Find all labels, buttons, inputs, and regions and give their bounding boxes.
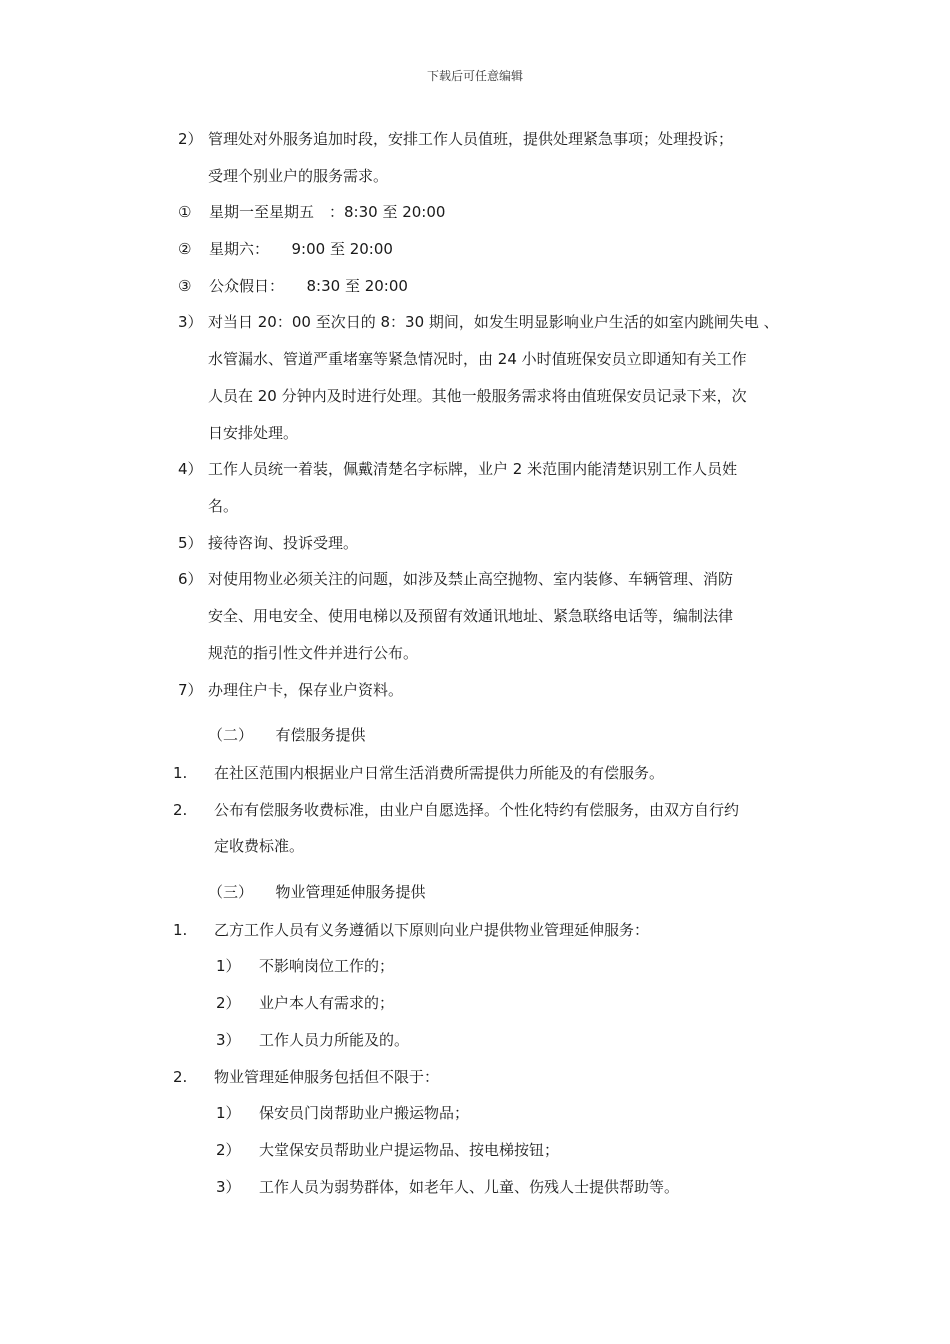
section-3-item-1-sub-2-number: 2） bbox=[216, 994, 241, 1012]
section-3-item-1-number: 1. bbox=[173, 921, 188, 939]
item-6-number: 6） bbox=[178, 570, 203, 588]
item-3-line-1: 对当日 20：00 至次日的 8：30 期间，如发生明显影响业户生活的如室内跳闸失电 、 bbox=[208, 313, 779, 331]
item-2-number: 2） bbox=[178, 130, 203, 148]
section-3-item-1-sub-3-text: 工作人员力所能及的。 bbox=[259, 1031, 410, 1049]
section-3-item-2-sub-2-text: 大堂保安员帮助业户提运物品、按电梯按钮； bbox=[259, 1141, 560, 1159]
section-2-item-1-number: 1. bbox=[173, 764, 188, 782]
section-3-item-2-sub-3-number: 3） bbox=[216, 1178, 241, 1196]
section-3-item-2-sub-2-number: 2） bbox=[216, 1141, 241, 1159]
item-6-line-2: 安全、用电安全、使用电梯以及预留有效通讯地址、紧急联络电话等，编制法律 bbox=[208, 607, 734, 625]
item-5-number: 5） bbox=[178, 534, 203, 552]
item-7-text: 办理住户卡，保存业户资料。 bbox=[208, 681, 404, 699]
item-3-line-2: 水管漏水、管道严重堵塞等紧急情况时，由 24 小时值班保安员立即通知有关工作 bbox=[208, 350, 747, 368]
section-2-item-2-line-2: 定收费标准。 bbox=[214, 837, 305, 855]
section-3-item-2-sub-1-number: 1） bbox=[216, 1104, 241, 1122]
section-2-heading: （二） 有偿服务提供 bbox=[208, 726, 366, 744]
section-3-item-1-text: 乙方工作人员有义务遵循以下原则向业户提供物业管理延伸服务： bbox=[214, 921, 650, 939]
item-3-line-4: 日安排处理。 bbox=[208, 424, 299, 442]
item-2-line-2: 受理个别业户的服务需求。 bbox=[208, 167, 389, 185]
item-4-line-1: 工作人员统一着装，佩戴清楚名字标牌，业户 2 米范围内能清楚识别工作人员姓 bbox=[208, 460, 738, 478]
section-3-item-2-sub-1-text: 保安员门岗帮助业户搬运物品； bbox=[259, 1104, 470, 1122]
item-5-text: 接待咨询、投诉受理。 bbox=[208, 534, 359, 552]
hours-3-text: 公众假日： 8:30 至 20:00 bbox=[209, 277, 408, 295]
section-3-item-2-text: 物业管理延伸服务包括但不限于： bbox=[214, 1068, 440, 1086]
section-2-item-1-line-1: 在社区范围内根据业户日常生活消费所需提供力所能及的有偿服务。 bbox=[214, 764, 665, 782]
hours-2-text: 星期六： 9:00 至 20:00 bbox=[209, 240, 393, 258]
section-2-item-2-number: 2. bbox=[173, 801, 188, 819]
hours-3-number: ③ bbox=[178, 277, 192, 295]
section-3-item-1-sub-2-text: 业户本人有需求的； bbox=[259, 994, 395, 1012]
item-6-line-3: 规范的指引性文件并进行公布。 bbox=[208, 644, 419, 662]
header-note: 下载后可任意编辑 bbox=[426, 69, 523, 83]
section-3-heading: （三） 物业管理延伸服务提供 bbox=[208, 883, 426, 901]
section-3-item-2-sub-3-text: 工作人员为弱势群体，如老年人、儿童、伤残人士提供帮助等。 bbox=[259, 1178, 680, 1196]
hours-1-text: 星期一至星期五 ：8:30 至 20:00 bbox=[209, 203, 446, 221]
item-3-number: 3） bbox=[178, 313, 203, 331]
hours-2-number: ② bbox=[178, 240, 192, 258]
section-3-item-1-sub-1-number: 1） bbox=[216, 957, 241, 975]
hours-1-number: ① bbox=[178, 203, 192, 221]
item-7-number: 7） bbox=[178, 681, 203, 699]
item-4-number: 4） bbox=[178, 460, 203, 478]
item-2-line-1: 管理处对外服务追加时段，安排工作人员值班，提供处理紧急事项；处理投诉； bbox=[208, 130, 734, 148]
section-3-item-2-number: 2. bbox=[173, 1068, 188, 1086]
item-3-line-3: 人员在 20 分钟内及时进行处理。其他一般服务需求将由值班保安员记录下来，次 bbox=[208, 387, 747, 405]
section-3-item-1-sub-1-text: 不影响岗位工作的； bbox=[259, 957, 395, 975]
item-4-line-2: 名。 bbox=[208, 497, 239, 515]
item-6-line-1: 对使用物业必须关注的问题，如涉及禁止高空抛物、室内装修、车辆管理、消防 bbox=[208, 570, 734, 588]
section-2-item-2-line-1: 公布有偿服务收费标准，由业户自愿选择。个性化特约有偿服务，由双方自行约 bbox=[214, 801, 740, 819]
section-3-item-1-sub-3-number: 3） bbox=[216, 1031, 241, 1049]
